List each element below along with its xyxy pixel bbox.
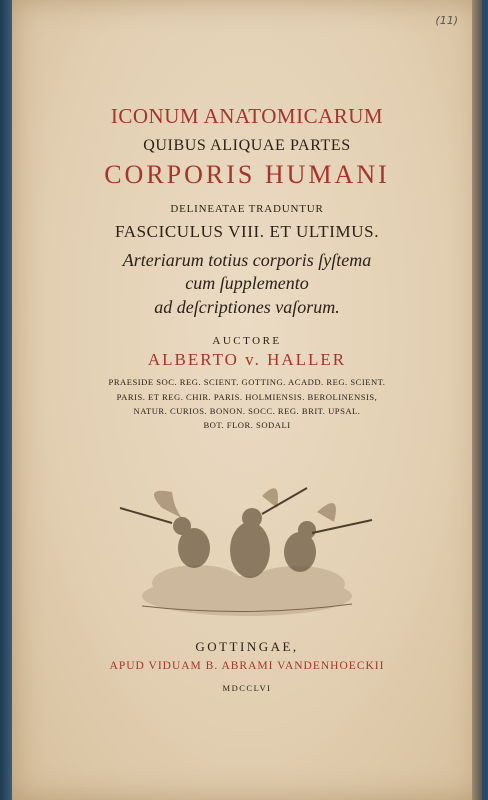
pencil-annotation: (11) xyxy=(435,14,458,27)
title-line-5: FASCICULUS VIII. ET ULTIMUS. xyxy=(114,222,380,241)
subtitle-line-3: ad deſcriptiones vaſorum. xyxy=(154,297,340,317)
subtitle-line-2: cum ſupplemento xyxy=(185,273,309,293)
title-page xyxy=(12,0,482,800)
engraved-vignette xyxy=(102,478,392,628)
author-title-line: NATUR. CURIOS. BONON. SOCC. REG. BRIT. UPSAL. xyxy=(133,406,361,416)
subtitle-line-1: Arteriarum totius corporis ſyſtema xyxy=(122,250,372,270)
book-spine xyxy=(0,0,12,800)
imprint-year: MDCCLVI xyxy=(222,683,272,693)
title-line-2: QUIBUS ALIQUAE PARTES xyxy=(143,137,351,154)
imprint-publisher: APUD VIDUAM B. ABRAMI VANDENHOECKII xyxy=(109,660,385,672)
author-title-line: BOT. FLOR. SODALI xyxy=(203,420,291,430)
author-title-line: PARIS. ET REG. CHIR. PARIS. HOLMIENSIS. BEROLINENSIS, xyxy=(116,392,378,402)
cherub-figures xyxy=(173,508,316,578)
title-line-1: ICONUM ANATOMICARUM xyxy=(110,104,384,128)
title-line-3: CORPORIS HUMANI xyxy=(104,160,390,189)
author-label: AUCTORE xyxy=(212,335,282,347)
imprint-place: GOTTINGAE, xyxy=(195,639,299,654)
author-title-line: PRAESIDE SOC. REG. SCIENT. GOTTING. ACADD. REG. SCIENT. xyxy=(108,377,386,387)
author-name: ALBERTO v. HALLER xyxy=(147,350,347,369)
title-line-4: DELINEATAE TRADUNTUR xyxy=(170,203,324,215)
